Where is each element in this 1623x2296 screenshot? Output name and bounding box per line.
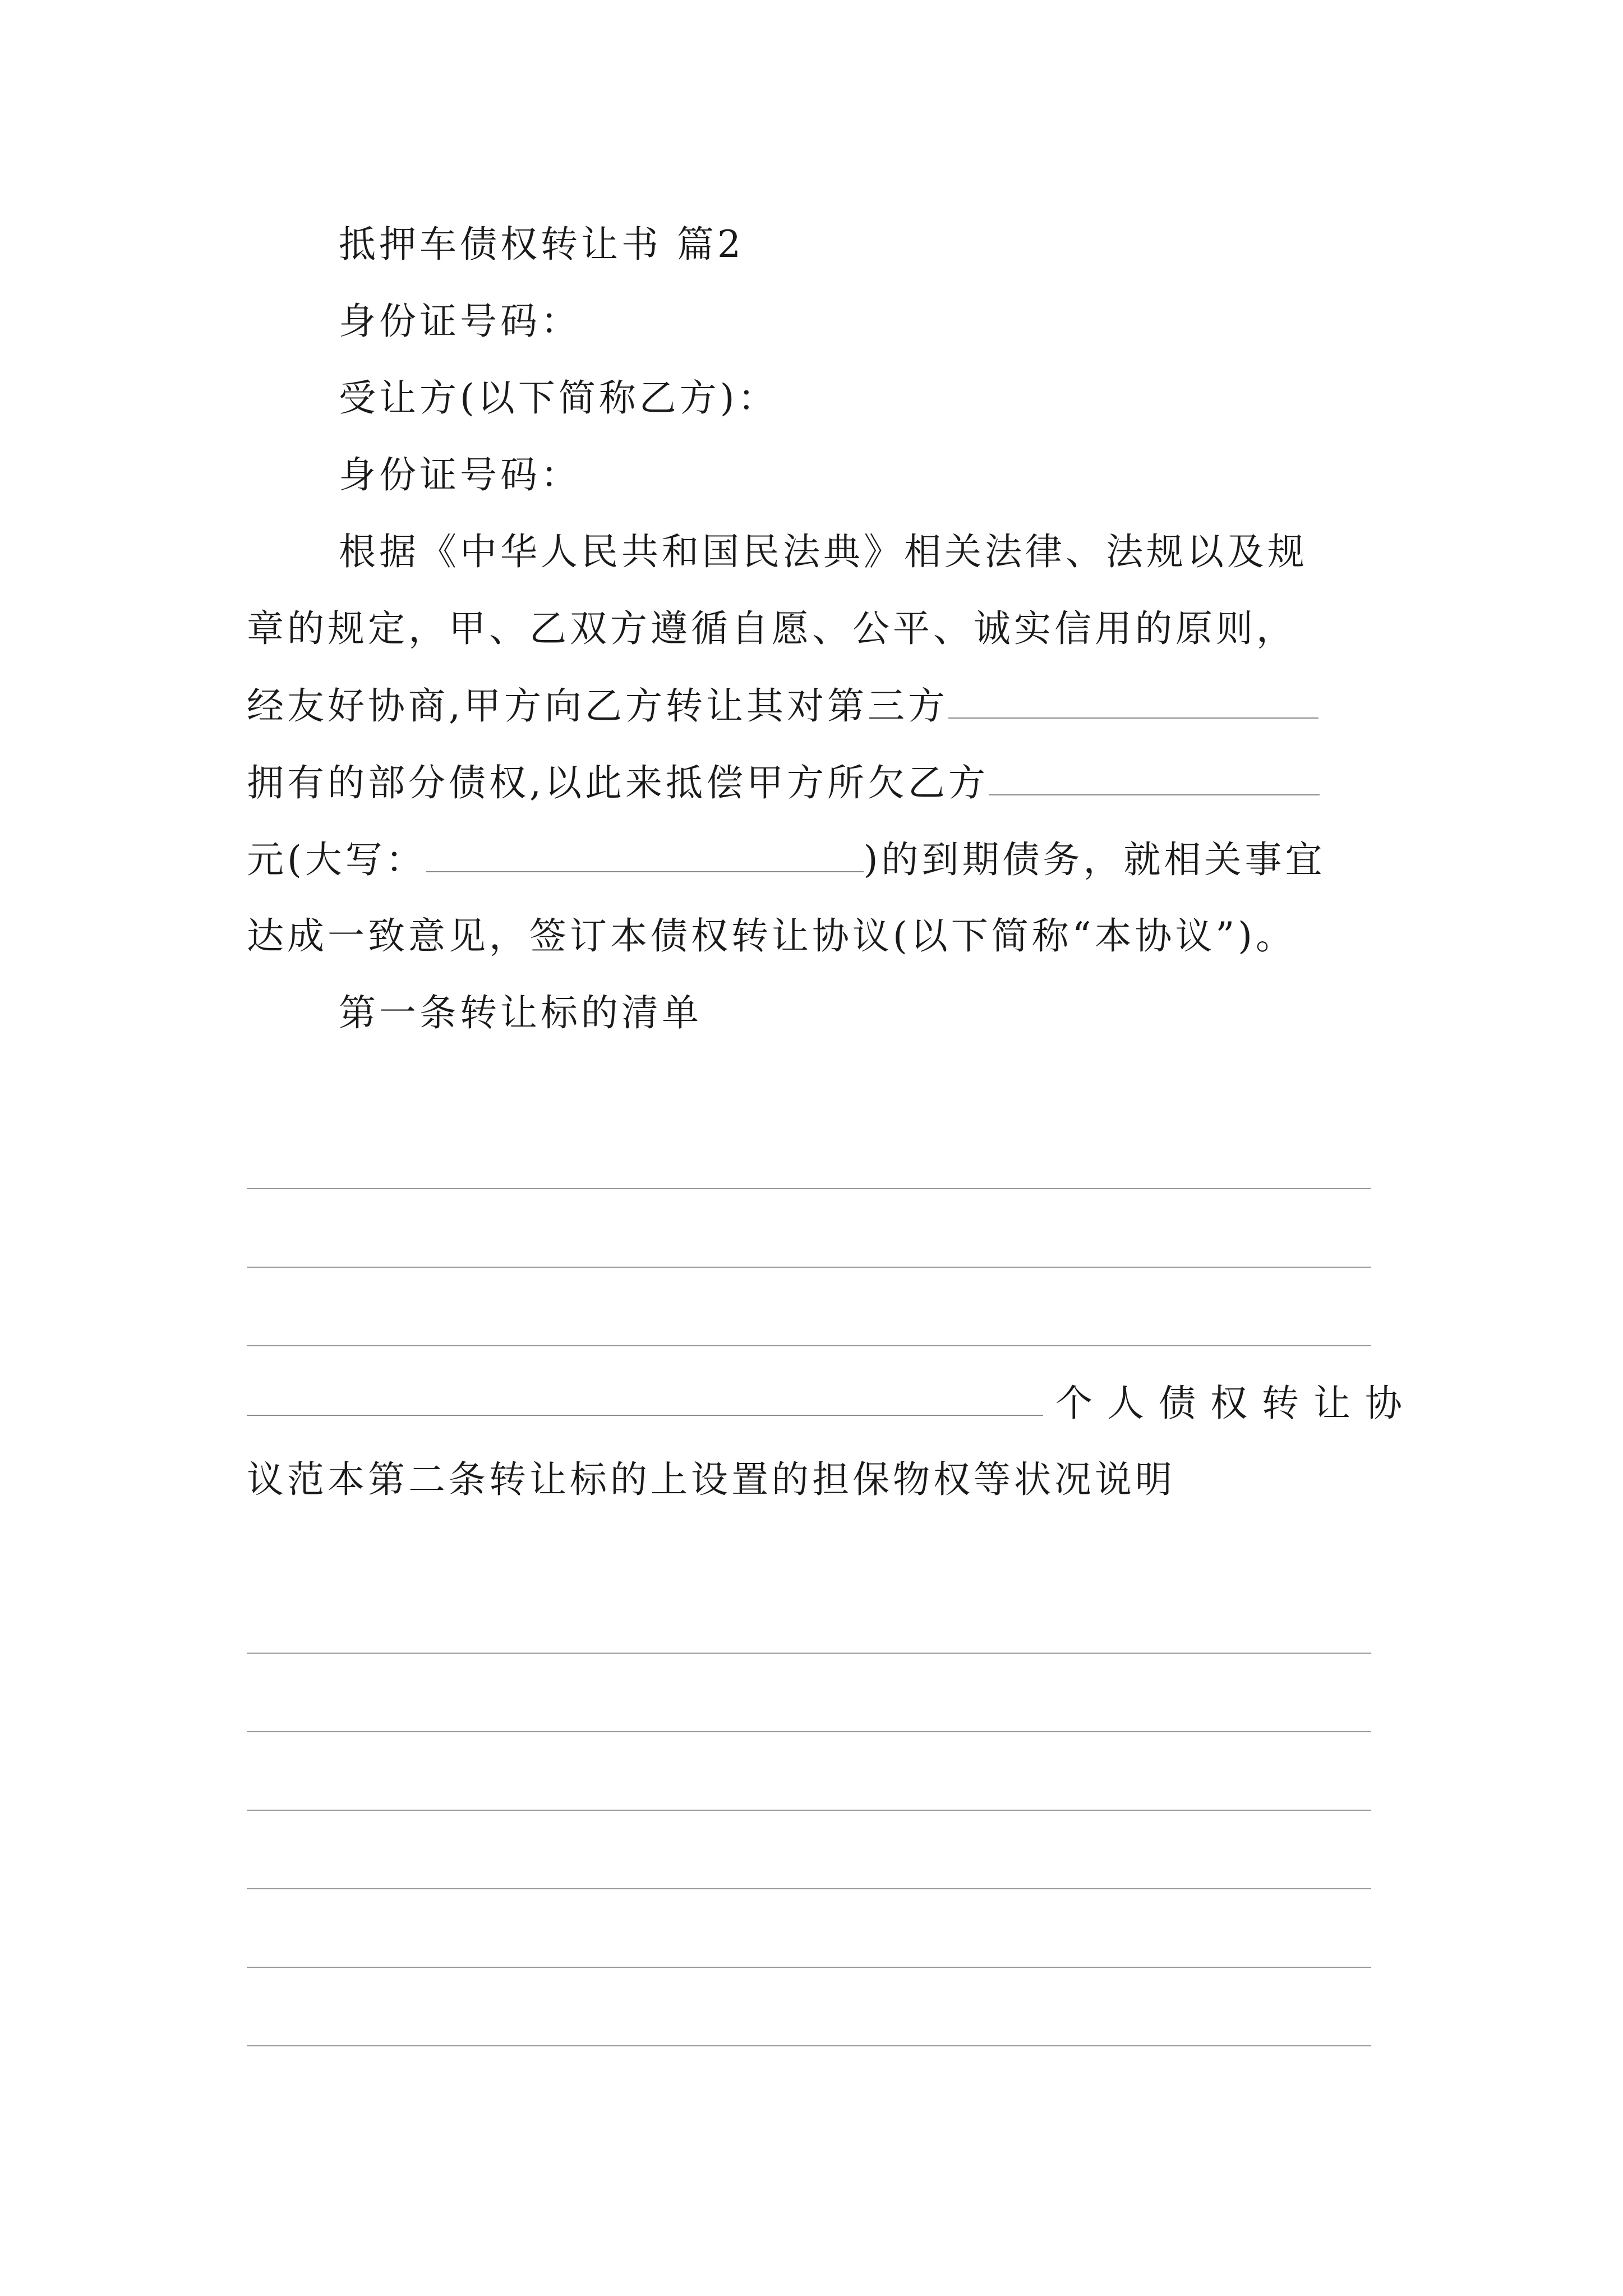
paragraph-line-5a: 元(大写： bbox=[247, 838, 426, 881]
fill-in-line[interactable] bbox=[247, 1653, 1371, 1654]
article-2-tail-a: 个人债权转让协 bbox=[1055, 1382, 1417, 1425]
amount-uppercase-blank[interactable] bbox=[426, 841, 864, 872]
assignee-label: 受让方(以下简称乙方)： bbox=[339, 376, 778, 420]
fill-in-line[interactable] bbox=[247, 1345, 1371, 1346]
paragraph-line-1: 根据《中华人民共和国民法典》相关法律、法规以及规 bbox=[339, 530, 1308, 573]
fill-in-line[interactable] bbox=[247, 1267, 1371, 1268]
third-party-blank[interactable] bbox=[948, 687, 1318, 719]
article-2-heading: 议范本第二条转让标的上设置的担保物权等状况说明 bbox=[247, 1458, 1175, 1501]
fill-in-line[interactable] bbox=[247, 1967, 1371, 1968]
paragraph-line-5b: )的到期债务，就相关事宜 bbox=[863, 838, 1326, 881]
fill-in-line[interactable] bbox=[247, 1731, 1371, 1732]
paragraph-line-3-row bbox=[247, 684, 1318, 728]
article-1-heading: 第一条转让标的清单 bbox=[339, 991, 702, 1034]
document-title: 抵押车债权转让书 篇2 bbox=[339, 223, 744, 266]
paragraph-line-5-row bbox=[247, 838, 1326, 881]
paragraph-line-4: 拥有的部分债权,以此来抵偿甲方所欠乙方 bbox=[247, 761, 989, 804]
fill-in-line[interactable] bbox=[247, 1888, 1371, 1889]
paragraph-line-6: 达成一致意见，签订本债权转让协议(以下简称“本协议”)。 bbox=[247, 914, 1296, 958]
id-number-label-2: 身份证号码： bbox=[339, 453, 581, 496]
amount-blank[interactable] bbox=[989, 764, 1320, 795]
fill-in-line[interactable] bbox=[247, 1188, 1371, 1189]
fill-in-line[interactable] bbox=[247, 1810, 1371, 1811]
paragraph-line-3: 经友好协商,甲方向乙方转让其对第三方 bbox=[247, 684, 948, 728]
fill-in-line[interactable] bbox=[247, 1384, 1043, 1416]
article-2-row-1 bbox=[247, 1382, 1417, 1425]
id-number-label-1: 身份证号码： bbox=[339, 300, 581, 343]
fill-in-line[interactable] bbox=[247, 2045, 1371, 2046]
paragraph-line-2: 章的规定，甲、乙双方遵循自愿、公平、诚实信用的原则， bbox=[247, 607, 1297, 650]
paragraph-line-4-row bbox=[247, 761, 1320, 804]
